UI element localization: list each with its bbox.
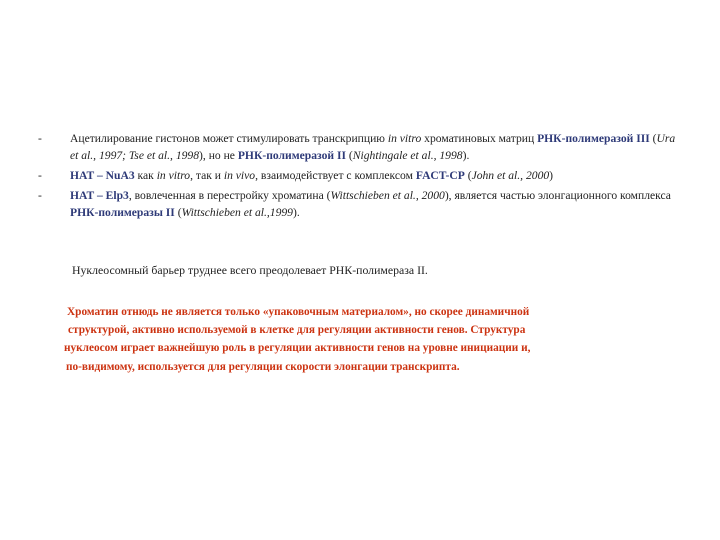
citation: Wittschieben et al., 2000 bbox=[330, 188, 445, 202]
text-run: ( bbox=[346, 149, 353, 163]
nucleosome-barrier-note: Нуклеосомный барьер труднее всего преодолевает РНК-полимераза II. bbox=[72, 263, 428, 277]
conclusion-line: нуклеосом играет важнейшую роль в регуляции активности генов на уровне инициации и, bbox=[64, 342, 531, 355]
text-run: Ацетилирование гистонов может стимулировать транскрипцию bbox=[70, 132, 388, 145]
highlight-term: A3 bbox=[120, 168, 135, 182]
text-run-italic: in vitro bbox=[156, 168, 191, 182]
conclusion-paragraph bbox=[64, 303, 664, 376]
citation: Nightingale et al., 1998 bbox=[352, 149, 463, 163]
text-run: ( bbox=[174, 206, 182, 220]
text-run-italic: in vivo bbox=[223, 168, 256, 182]
conclusion-line: Хроматин отнюдь не является только «упаковочным материалом», но скорее динамичной bbox=[67, 306, 530, 318]
text-run: ), но не bbox=[199, 149, 238, 163]
bullet-text bbox=[70, 167, 678, 184]
bullet-text bbox=[70, 187, 678, 222]
bullet-marker: - bbox=[38, 168, 42, 182]
bullet-list bbox=[38, 130, 678, 221]
conclusion-line: структурой, активно используемой в клетке для регуляции активности генов. Структура bbox=[68, 324, 526, 337]
bullet-marker: - bbox=[38, 188, 42, 202]
highlight-term: РНК-полимеразой III bbox=[537, 132, 650, 145]
text-run: ). bbox=[462, 149, 470, 163]
bullet-text bbox=[70, 130, 678, 165]
highlight-term: FACT-CP bbox=[415, 168, 465, 182]
citation: Ura et al., 1997; Tse et al., 1998 bbox=[70, 132, 676, 163]
bullet-item-nua3 bbox=[38, 167, 678, 184]
bullet-marker: - bbox=[38, 132, 42, 145]
citation: Wittschieben et al.,1999 bbox=[181, 206, 293, 220]
text-run: ( bbox=[464, 168, 472, 182]
highlight-term: HAT – Nu bbox=[70, 168, 121, 182]
text-run: хроматиновых матриц bbox=[421, 132, 538, 145]
highlight-term: HAT – Elp3 bbox=[70, 188, 129, 202]
text-run: ) bbox=[549, 168, 554, 182]
text-run: , вовлеченная в перестройку хроматина ( bbox=[128, 188, 331, 202]
citation: John et al., 2000 bbox=[471, 168, 550, 182]
conclusion-line: по-видимому, используется для регуляции скорости элонгации транскрипта. bbox=[66, 360, 460, 373]
text-run: ( bbox=[649, 132, 657, 145]
bullet-item-acetylation bbox=[38, 130, 678, 165]
text-run: ). bbox=[292, 206, 300, 220]
highlight-term: РНК-полимеразой II bbox=[237, 149, 346, 163]
text-run: , взаимодействует с комплексом bbox=[255, 168, 416, 182]
text-run: , так и bbox=[190, 168, 224, 182]
highlight-term: РНК-полимеразы II bbox=[70, 206, 175, 220]
bullet-item-elp3 bbox=[38, 187, 678, 222]
text-run-italic: in vitro bbox=[387, 132, 422, 145]
text-run: ), является частью элонгационного комплекса bbox=[444, 188, 671, 202]
text-run: как bbox=[134, 168, 157, 182]
